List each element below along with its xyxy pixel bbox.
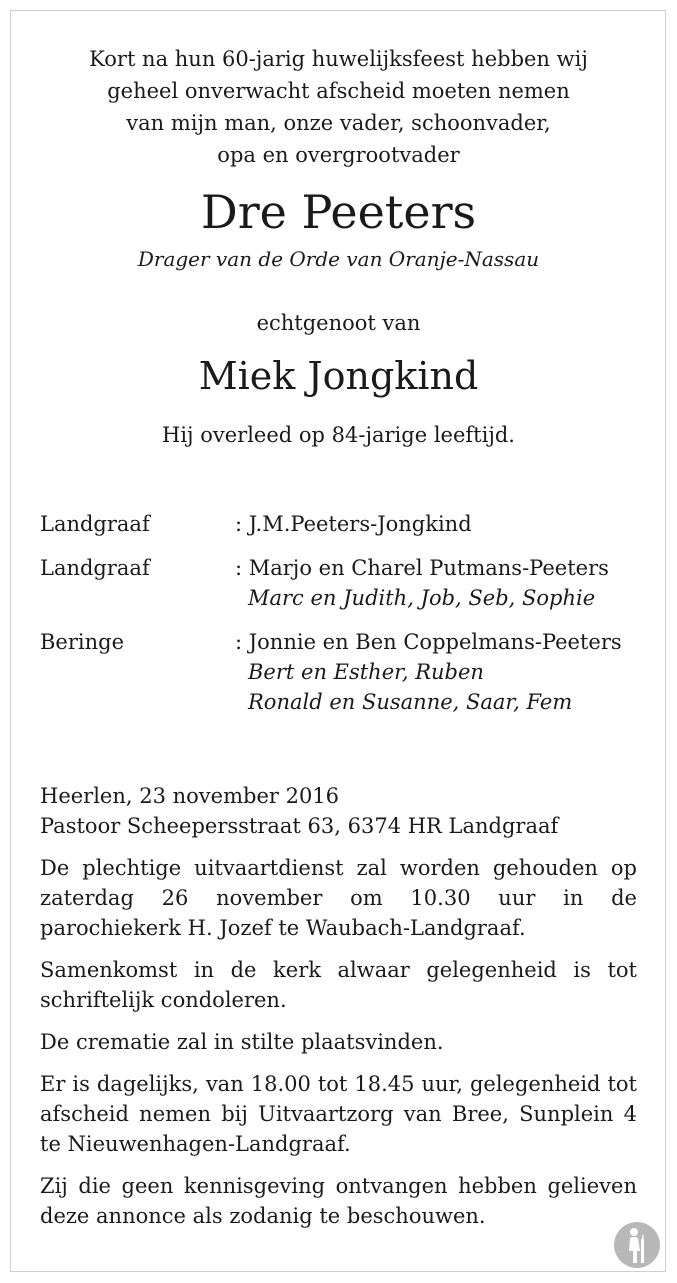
- family-row: [40, 553, 640, 613]
- intro-line: opa en overgrootvader: [217, 143, 460, 167]
- spouse-name: Miek Jongkind: [198, 354, 479, 398]
- memorial-figure-icon: [613, 1221, 661, 1269]
- gathering-info: Samenkomst in de kerk alwaar gelegenheid is tot schriftelijk condoleren.: [40, 958, 637, 1012]
- intro-line: van mijn man, onze vader, schoonvader,: [126, 111, 551, 135]
- family-names: : Jonnie en Ben Coppelmans-Peeters: [235, 630, 622, 654]
- family-row: [40, 627, 640, 717]
- intro-line: geheel onverwacht afscheid moeten nemen: [107, 79, 570, 103]
- family-place: Landgraaf: [40, 512, 150, 536]
- family-grandchildren: Ronald en Susanne, Saar, Fem: [248, 690, 573, 714]
- deceased-name: Dre Peeters: [200, 185, 477, 239]
- family-names: : Marjo en Charel Putmans-Peeters: [235, 556, 609, 580]
- service-info: De plechtige uitvaartdienst zal worden gehouden op zaterdag 26 november om 10.30 uur in de parochiekerk H. Jozef te Waubach-Landgraaf.: [40, 856, 637, 940]
- intro-text: [0, 43, 677, 171]
- details-section: [40, 781, 637, 1243]
- notice-info: Zij die geen kennisgeving ontvangen hebben gelieven deze annonce als zodanig te beschouwen.: [40, 1174, 637, 1228]
- cremation-info: De crematie zal in stilte plaatsvinden.: [40, 1030, 444, 1054]
- honor-line: Drager van de Orde van Oranje-Nassau: [137, 247, 540, 271]
- family-place: Beringe: [40, 630, 125, 654]
- family-names: : J.M.Peeters-Jongkind: [235, 512, 472, 536]
- place-date: Heerlen, 23 november 2016: [40, 784, 340, 808]
- family-place: Landgraaf: [40, 556, 150, 580]
- family-grandchildren: Bert en Esther, Ruben: [248, 660, 484, 684]
- intro-line: Kort na hun 60-jarig huwelijksfeest hebben wij: [89, 47, 588, 71]
- age-note: Hij overleed op 84-jarige leeftijd.: [162, 423, 515, 447]
- family-grandchildren: Marc en Judith, Job, Seb, Sophie: [248, 586, 596, 610]
- family-row: [40, 509, 640, 539]
- address: Pastoor Scheepersstraat 63, 6374 HR Landgraaf: [40, 814, 559, 838]
- family-list: [40, 509, 640, 731]
- relation-line: echtgenoot van: [256, 311, 421, 335]
- farewell-info: Er is dagelijks, van 18.00 tot 18.45 uur, gelegenheid tot afscheid nemen bij Uitvaartzorg van Bree, Sunplein 4 te Nieuwenhagen-Landgraaf.: [40, 1072, 637, 1156]
